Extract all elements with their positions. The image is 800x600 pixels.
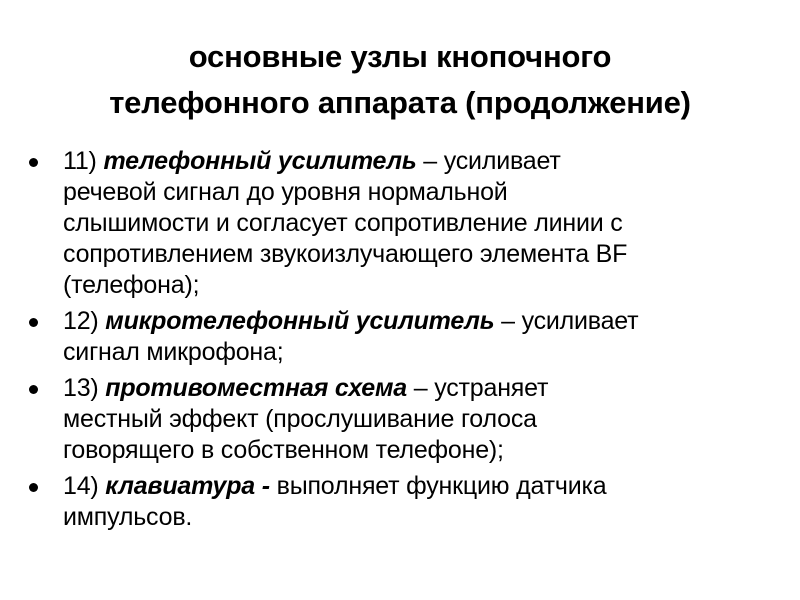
item-term: микротелефонный усилитель — [105, 307, 495, 335]
item-line: говорящего в собственном телефоне); — [63, 436, 504, 464]
item-line: местный эффект (прослушивание голоса — [63, 405, 537, 433]
list-item — [0, 306, 800, 368]
item-number: 11) — [63, 147, 104, 175]
item-number: 14) — [63, 472, 106, 500]
item-first-line — [63, 146, 760, 177]
item-first-line — [63, 306, 760, 337]
item-number: 13) — [63, 374, 106, 402]
title-line-1: основные узлы кнопочного — [188, 39, 612, 74]
item-number: 12) — [63, 307, 106, 335]
item-term: противоместная схема — [105, 374, 408, 402]
list-item — [0, 373, 800, 466]
slide-title — [40, 34, 760, 126]
list-item — [0, 146, 800, 301]
bullet-icon — [29, 483, 38, 492]
item-text: – устраняет — [407, 374, 549, 402]
item-line: речевой сигнал до уровня нормальной — [63, 178, 508, 206]
item-first-line — [63, 373, 760, 404]
item-first-line — [63, 471, 760, 502]
item-line: сигнал микрофона; — [63, 338, 284, 366]
title-line-2: телефонного аппарата (продолжение) — [109, 85, 691, 120]
item-text: – усиливает — [416, 147, 561, 175]
bullet-icon — [29, 318, 38, 327]
item-term: телефонный усилитель — [103, 147, 417, 175]
bullet-icon — [29, 385, 38, 394]
bullet-icon — [29, 158, 38, 167]
item-text: выполняет функцию датчика — [269, 472, 607, 500]
item-text: – усиливает — [494, 307, 639, 335]
item-line: сопротивлением звукоизлучающего элемента BF — [63, 240, 628, 268]
list-item — [0, 471, 800, 533]
item-line: слышимости и согласует сопротивление линии с — [63, 209, 623, 237]
item-term: клавиатура - — [105, 472, 270, 500]
bullet-list — [0, 146, 800, 538]
item-line: импульсов. — [63, 503, 193, 531]
item-line: (телефона); — [63, 271, 200, 299]
